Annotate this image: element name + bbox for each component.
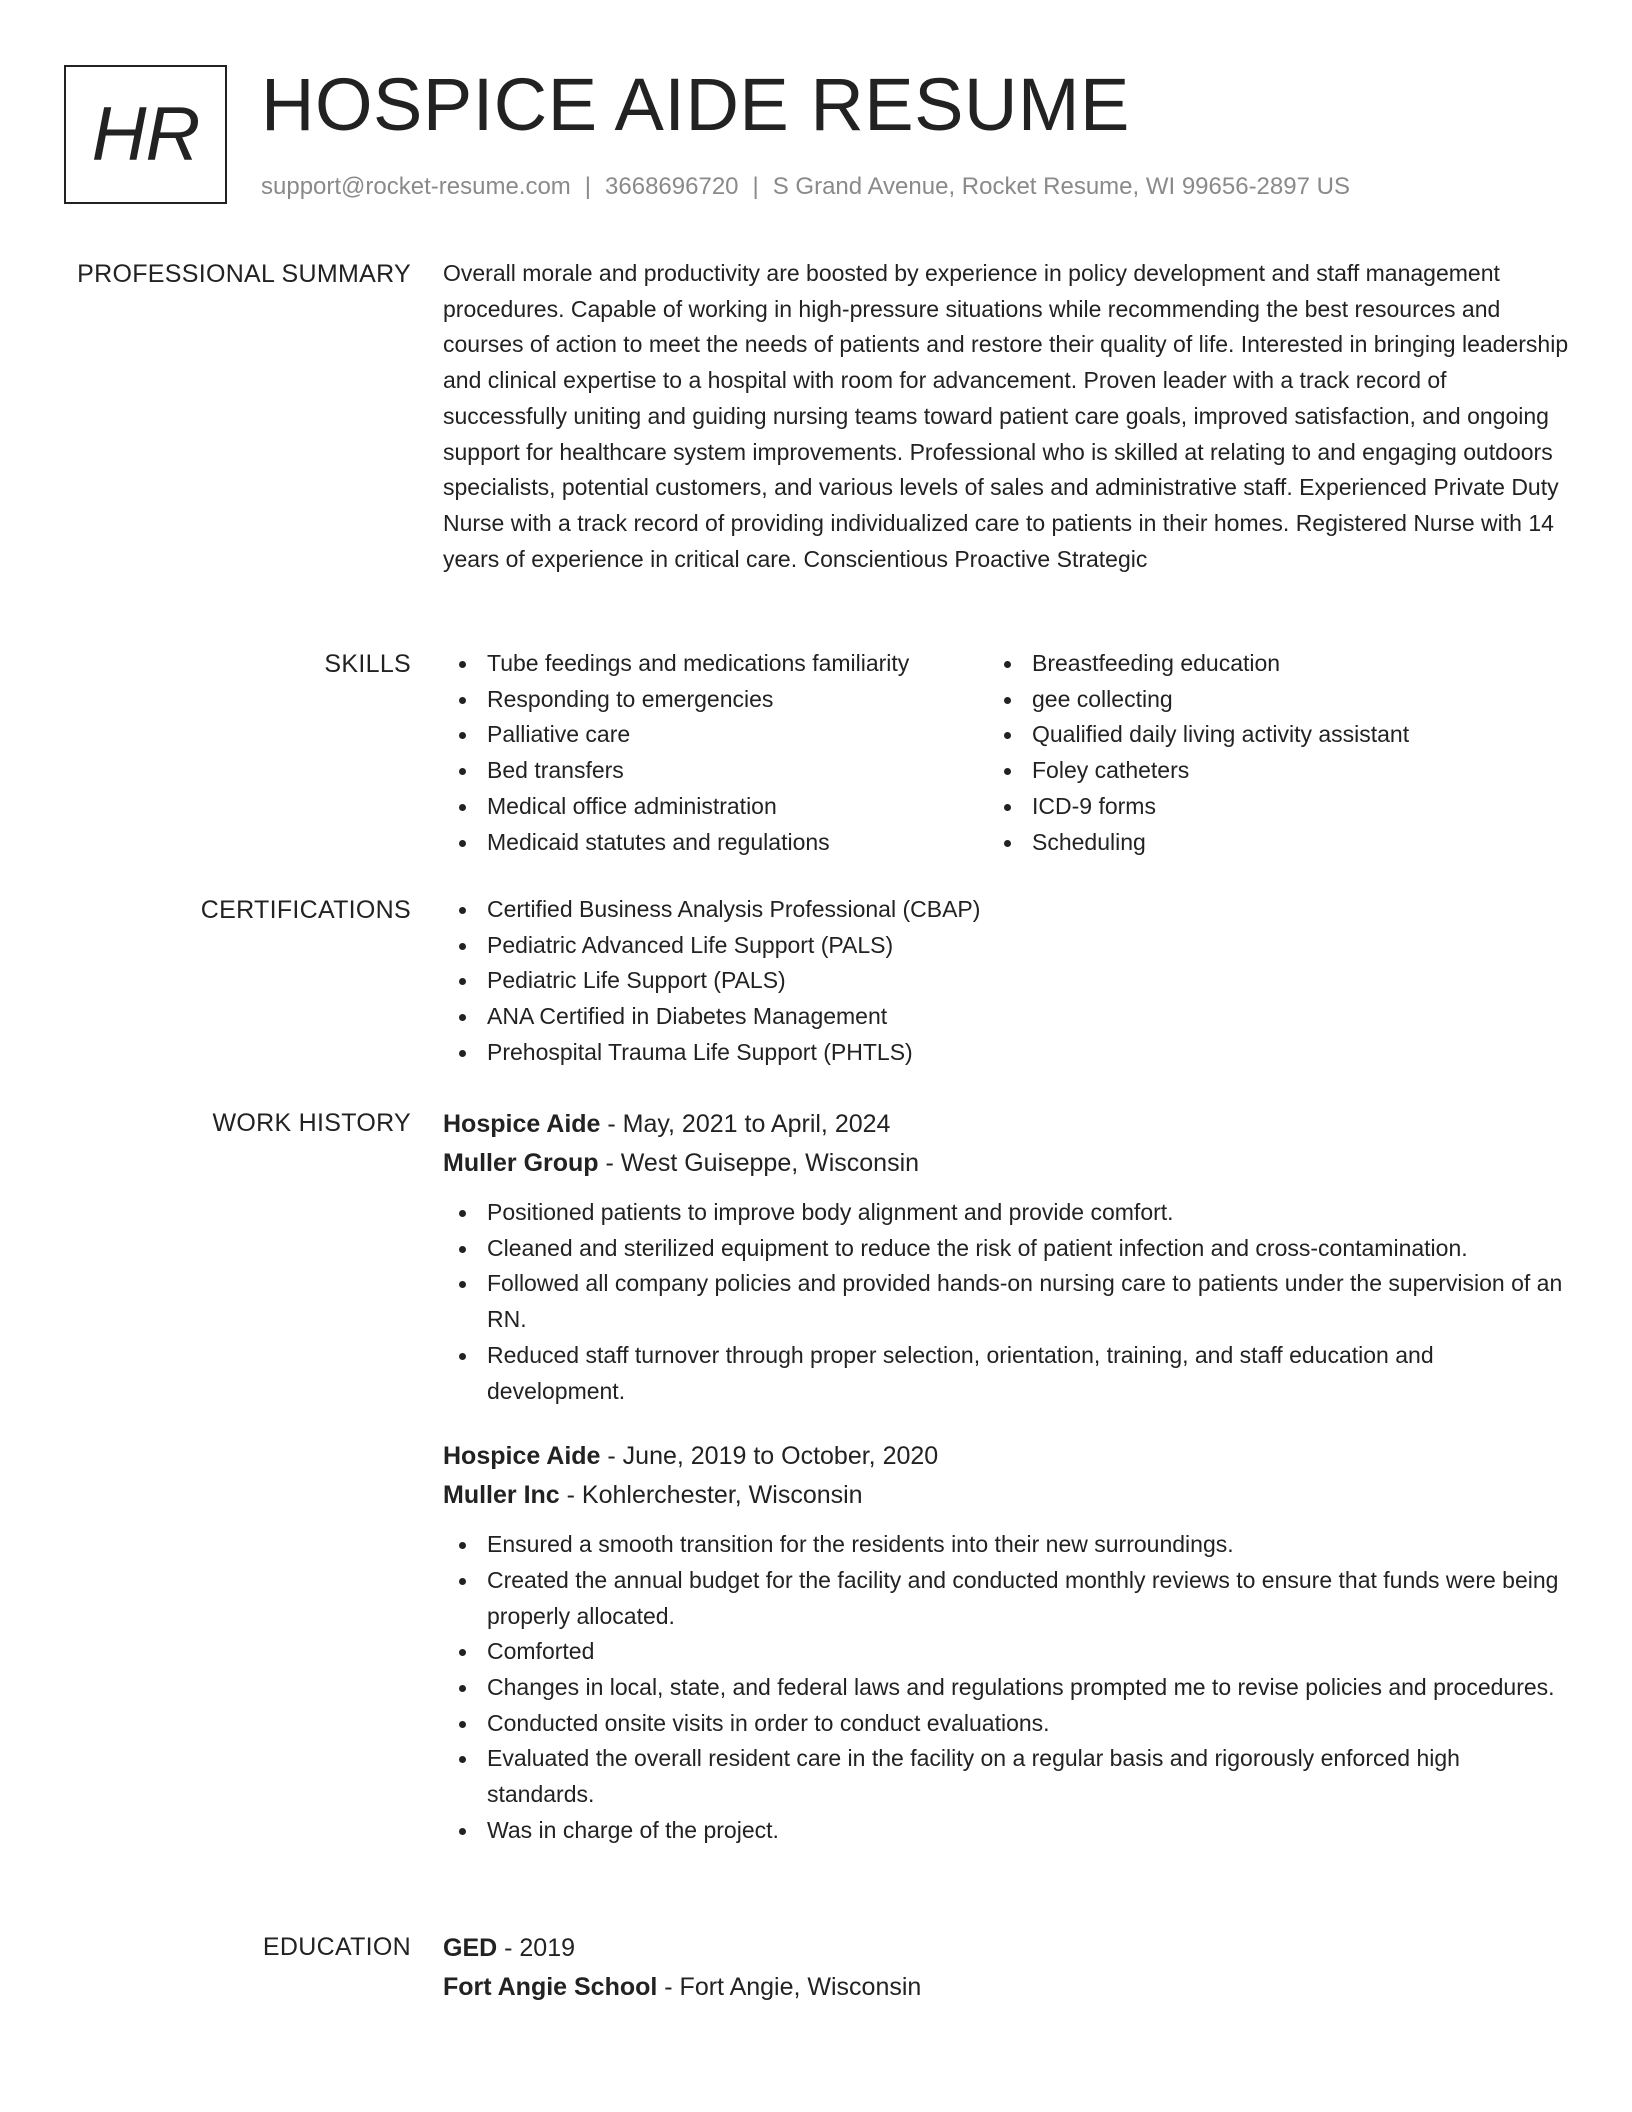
education-year: - 2019 xyxy=(497,1934,576,1962)
job-duty-item: Was in charge of the project. xyxy=(443,1813,1573,1849)
job-role-line xyxy=(443,1105,1573,1144)
section-title-education: EDUCATION xyxy=(262,1933,411,1961)
certification-item: Pediatric Life Support (PALS) xyxy=(443,963,1573,999)
job-duty-item: Comforted xyxy=(443,1634,1573,1670)
job-company: Muller Inc xyxy=(443,1481,560,1510)
job-duty-item: Conducted onsite visits in order to conduct evaluations. xyxy=(443,1706,1573,1742)
job-duties-list xyxy=(443,1527,1573,1848)
job-company: Muller Group xyxy=(443,1149,599,1177)
skill-item: Tube feedings and medications familiarity xyxy=(443,646,988,682)
job-duty-item: Positioned patients to improve body alignment and provide comfort. xyxy=(443,1195,1573,1231)
job-company-line xyxy=(443,1476,1573,1515)
work-history-body xyxy=(443,1105,1573,1877)
education-degree-line xyxy=(443,1929,1573,1968)
skills-list-right xyxy=(988,646,1533,860)
skill-item: Medical office administration xyxy=(443,789,988,825)
certification-item: Certified Business Analysis Professional (CBAP) xyxy=(443,892,1573,928)
job-duty-item: Reduced staff turnover through proper selection, orientation, training, and staff education and development. xyxy=(443,1338,1573,1409)
resume-title: HOSPICE AIDE RESUME xyxy=(261,63,1130,146)
contact-email[interactable]: support@rocket-resume.com xyxy=(261,173,571,200)
job-duty-item: Cleaned and sterilized equipment to reduce the risk of patient infection and cross-contamination. xyxy=(443,1231,1573,1267)
contact-line xyxy=(261,172,1350,202)
job-dates: - June, 2019 to October, 2020 xyxy=(600,1442,939,1471)
skill-item: Medicaid statutes and regulations xyxy=(443,825,988,861)
job-role: Hospice Aide xyxy=(443,1110,601,1138)
skills-columns xyxy=(443,646,1573,860)
job-duty-item: Changes in local, state, and federal laws and regulations prompted me to revise policies and procedures. xyxy=(443,1670,1573,1706)
contact-phone[interactable]: 3668696720 xyxy=(605,173,739,200)
contact-address: S Grand Avenue, Rocket Resume, WI 99656-2897 US xyxy=(772,173,1350,200)
job-duty-item: Ensured a smooth transition for the residents into their new surroundings. xyxy=(443,1527,1573,1563)
skill-item: Palliative care xyxy=(443,717,988,753)
job-duty-item: Evaluated the overall resident care in the facility on a regular basis and rigorously enforced high standards. xyxy=(443,1741,1573,1812)
certification-item: Prehospital Trauma Life Support (PHTLS) xyxy=(443,1035,1573,1071)
job-duties-list xyxy=(443,1195,1573,1409)
education-school: Fort Angie School xyxy=(443,1973,658,2001)
skill-item: gee collecting xyxy=(988,682,1533,718)
section-title-certifications: CERTIFICATIONS xyxy=(200,896,411,924)
contact-separator: | xyxy=(584,173,592,200)
skill-item: Scheduling xyxy=(988,825,1533,861)
skill-item: Foley catheters xyxy=(988,753,1533,789)
job-location: - West Guiseppe, Wisconsin xyxy=(598,1149,920,1177)
education-body xyxy=(443,1929,1573,2007)
skill-item: Breastfeeding education xyxy=(988,646,1533,682)
job-role: Hospice Aide xyxy=(443,1442,601,1471)
job-location: - Kohlerchester, Wisconsin xyxy=(559,1481,863,1510)
education-degree: GED xyxy=(443,1934,498,1962)
section-title-skills: SKILLS xyxy=(324,650,411,678)
section-title-work-history: WORK HISTORY xyxy=(212,1109,411,1137)
job-entry xyxy=(443,1437,1573,1848)
skill-item: Responding to emergencies xyxy=(443,682,988,718)
resume-header xyxy=(64,65,1592,210)
skill-item: Qualified daily living activity assistant xyxy=(988,717,1533,753)
skills-list-left xyxy=(443,646,988,860)
education-school-line xyxy=(443,1968,1573,2007)
contact-separator: | xyxy=(752,173,759,200)
section-title-summary: PROFESSIONAL SUMMARY xyxy=(77,260,411,288)
job-entry xyxy=(443,1105,1573,1409)
skills-body xyxy=(443,646,1573,860)
certifications-list xyxy=(443,892,1573,1071)
certification-item: ANA Certified in Diabetes Management xyxy=(443,999,1573,1035)
certifications-body xyxy=(443,892,1573,1071)
skill-item: Bed transfers xyxy=(443,753,988,789)
job-duty-item: Followed all company policies and provided hands-on nursing care to patients under the supervision of an RN. xyxy=(443,1266,1573,1337)
summary-body xyxy=(443,256,1573,577)
job-company-line xyxy=(443,1144,1573,1183)
job-dates: - May, 2021 to April, 2024 xyxy=(600,1110,891,1138)
monogram-box: HR xyxy=(64,65,227,204)
certification-item: Pediatric Advanced Life Support (PALS) xyxy=(443,928,1573,964)
job-duty-item: Created the annual budget for the facility and conducted monthly reviews to ensure that funds were being properly allocated. xyxy=(443,1563,1573,1634)
education-location: - Fort Angie, Wisconsin xyxy=(657,1973,922,2001)
job-role-line xyxy=(443,1437,1573,1476)
summary-text: Overall morale and productivity are boosted by experience in policy development and staff management procedures. Capable of working in high-pressure situations while recommending the best resources and courses of action to meet the needs of patients and restore their quality of life. Interested in bringing leadership and clinical expertise to a hospital with room for advancement. Proven leader with a track record of successfully uniting and guiding nursing teams toward patient care goals, improved satisfaction, and ongoing support for healthcare system improvements. Professional who is skilled at relating to and engaging outdoors specialists, potential customers, and various levels of sales and administrative staff. Experienced Private Duty Nurse with a track record of providing individualized care to patients in their homes. Registered Nurse with 14 years of experience in critical care. Conscientious Proactive Strategic xyxy=(443,260,1569,572)
skill-item: ICD-9 forms xyxy=(988,789,1533,825)
